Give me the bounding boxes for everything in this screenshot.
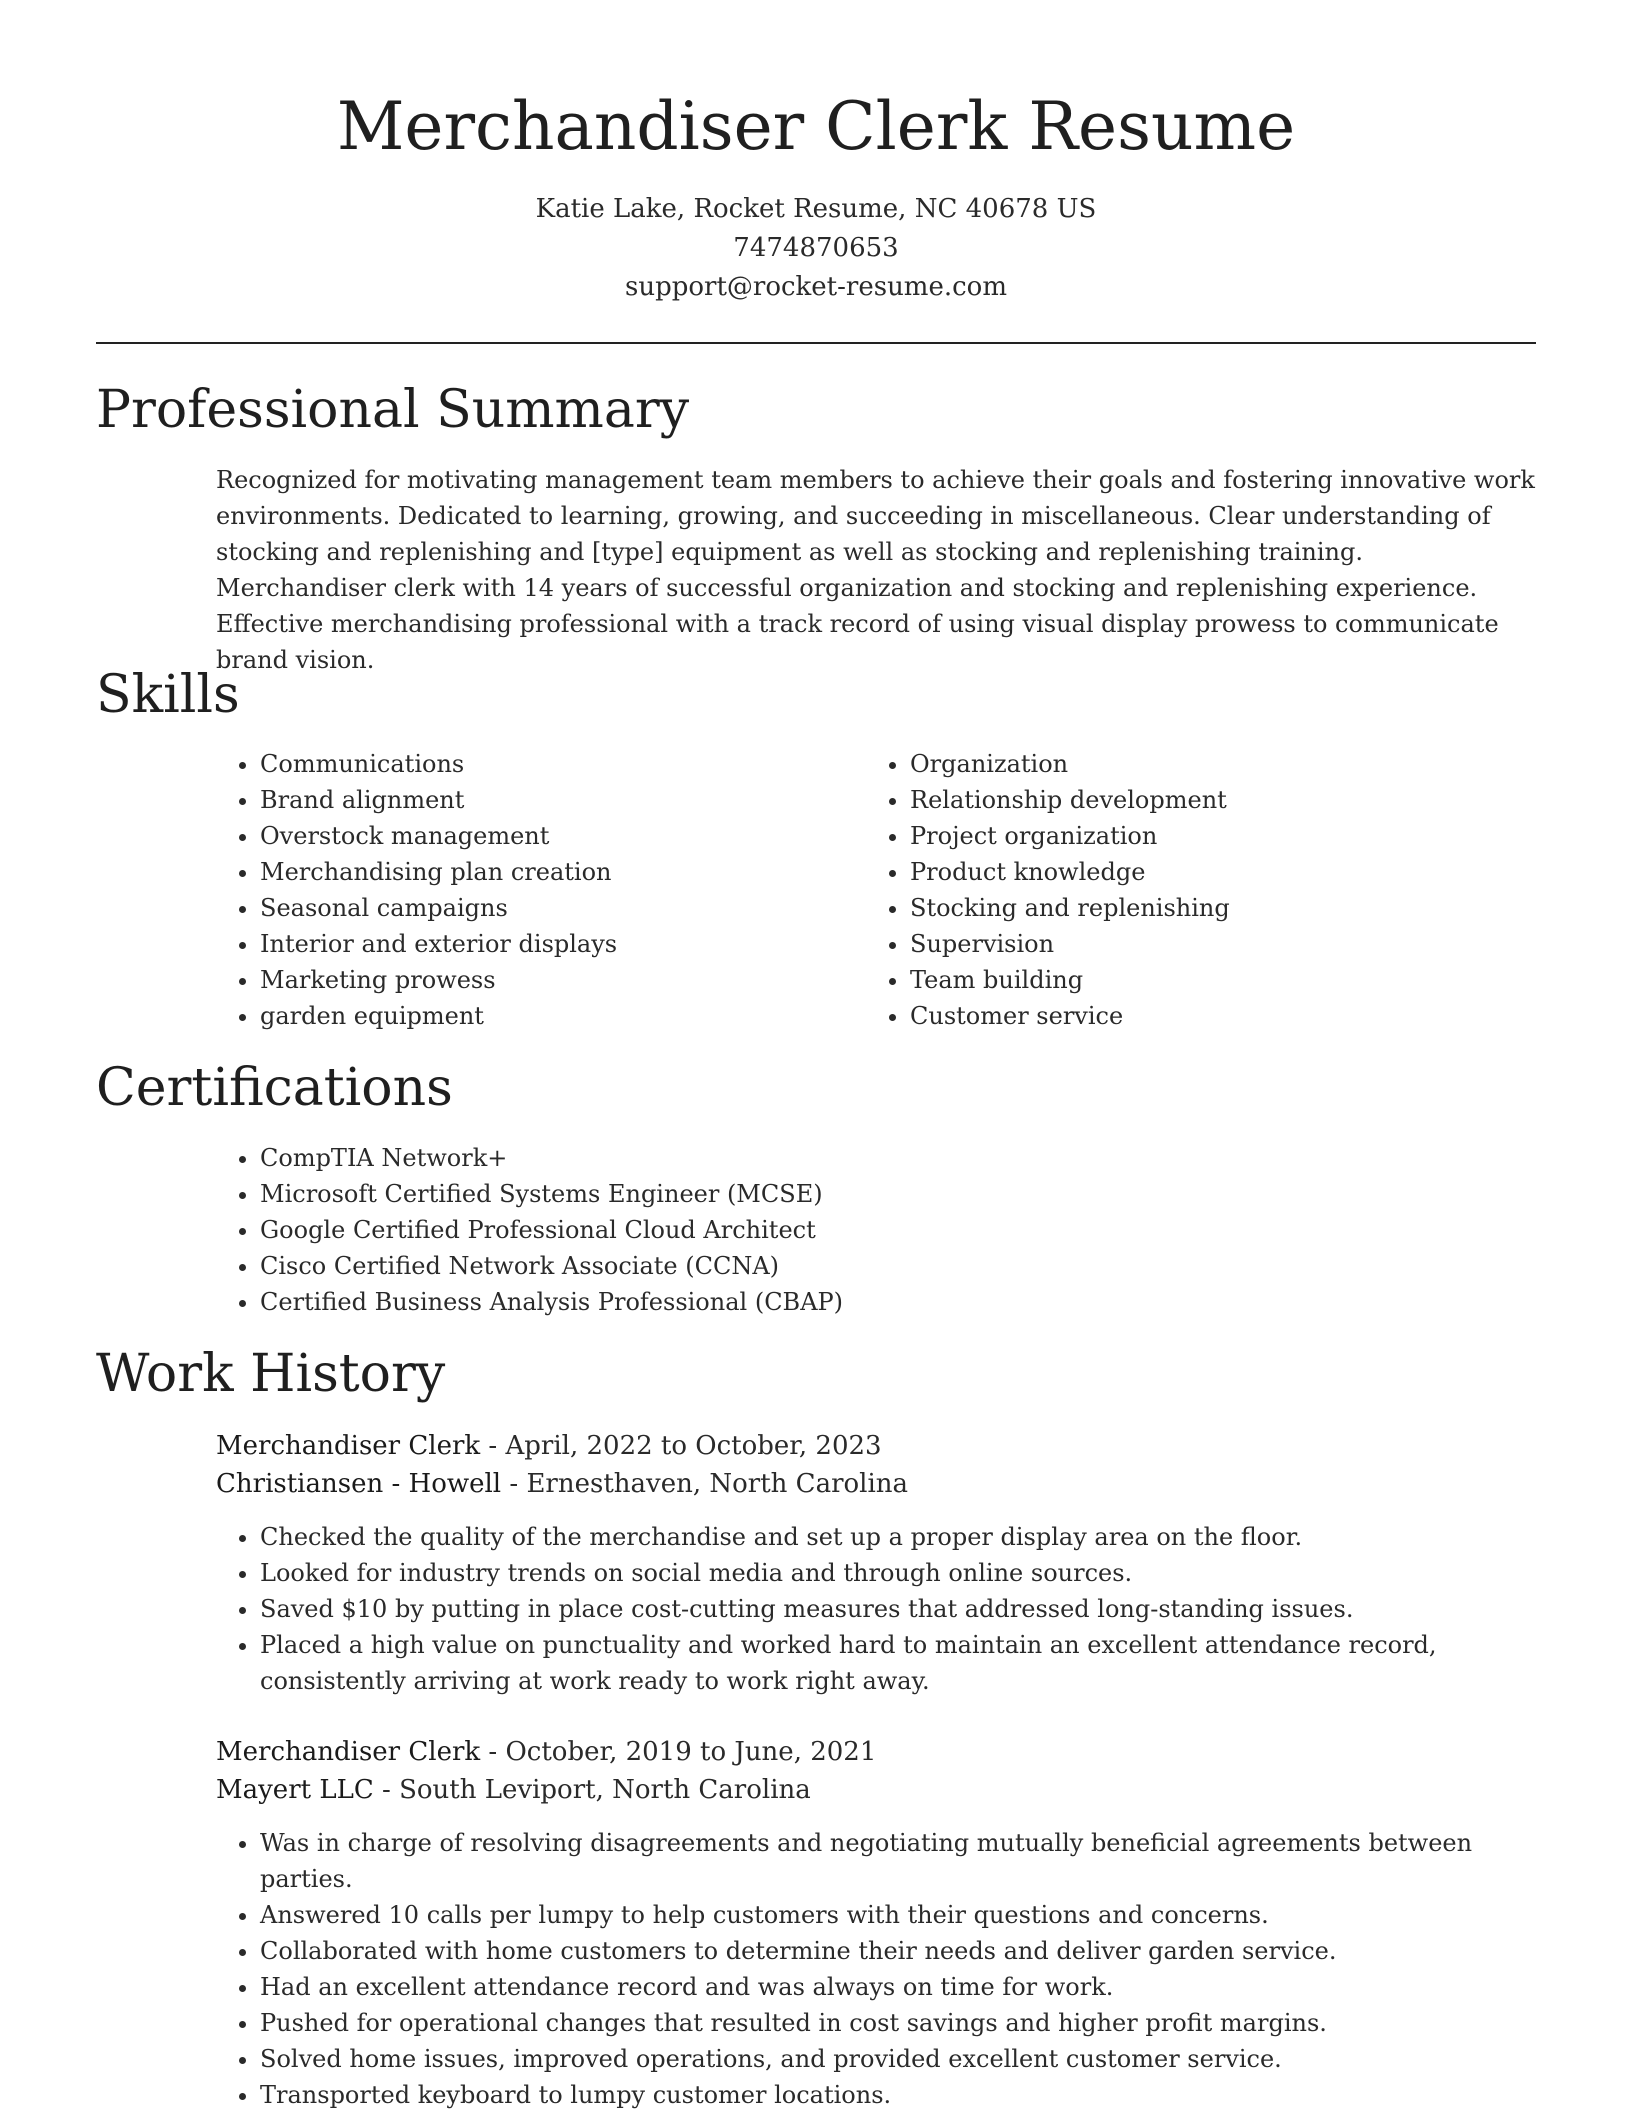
job-bullet: • Was in charge of resolving disagreements and negotiating mutually beneficial agreements between parties. <box>260 1825 1560 1897</box>
job-company: Mayert LLC <box>216 1775 374 1805</box>
job-company: Christiansen - Howell <box>216 1469 502 1499</box>
certification-item: • Cisco Certified Network Associate (CCNA) <box>260 1248 1560 1284</box>
job-bullets <box>216 1519 1560 1699</box>
job-bullet: • Checked the quality of the merchandise and set up a proper display area on the floor. <box>260 1519 1560 1555</box>
skill-item: • Relationship development <box>910 782 1510 818</box>
summary-text: Recognized for motivating management team members to achieve their goals and fostering innovative work environments. Dedicated to learning, growing, and succeeding in miscellaneous. Clear understanding of stocking and replenishing and [type] equipment as well as stocking and replenishing training. Merchandiser clerk with 14 years of successful organization and stocking and replenishing experience. Effective merchandising professional with a track record of using visual display prowess to communicate brand vision. <box>216 466 1535 674</box>
skill-item: • Organization <box>910 746 1510 782</box>
skill-item: • Team building <box>910 962 1510 998</box>
header-divider <box>96 342 1536 344</box>
certification-item: • Microsoft Certified Systems Engineer (MCSE) <box>260 1176 1560 1212</box>
job-bullet: • Solved home issues, improved operations, and provided excellent customer service. <box>260 2041 1560 2077</box>
certifications-list <box>216 1140 1560 1320</box>
contact-block <box>0 190 1632 307</box>
contact-phone: 7474870653 <box>733 233 899 263</box>
skills-heading: Skills <box>96 665 240 725</box>
skill-item: • Stocking and replenishing <box>910 890 1510 926</box>
job-bullet: • Looked for industry trends on social media and through online sources. <box>260 1555 1560 1591</box>
skill-item: • Interior and exterior displays <box>260 926 860 962</box>
skill-item: • Product knowledge <box>910 854 1510 890</box>
work-history-heading: Work History <box>96 1344 446 1404</box>
job-dates: October, 2019 to June, 2021 <box>505 1737 877 1767</box>
job-bullet: • Pushed for operational changes that resulted in cost savings and higher profit margins. <box>260 2005 1560 2041</box>
certification-item: • Certified Business Analysis Professional (CBAP) <box>260 1284 1560 1320</box>
skills-list-right <box>866 746 1510 1034</box>
job-bullets <box>216 1825 1560 2113</box>
contact-address: Katie Lake, Rocket Resume, NC 40678 US <box>535 194 1097 224</box>
skill-item: • Marketing prowess <box>260 962 860 998</box>
skill-item: • Project organization <box>910 818 1510 854</box>
job-company-line: Mayert LLC - South Leviport, North Carolina <box>216 1775 811 1805</box>
skill-item: • Communications <box>260 746 860 782</box>
contact-email: support@rocket-resume.com <box>624 272 1007 302</box>
job-title: Merchandiser Clerk <box>216 1737 481 1767</box>
skill-item: • Supervision <box>910 926 1510 962</box>
job-title-line: Merchandiser Clerk - October, 2019 to June, 2021 <box>216 1737 877 1767</box>
skill-item: • Brand alignment <box>260 782 860 818</box>
job-bullet: • Placed a high value on punctuality and worked hard to maintain an excellent attendance record, consistently arriving at work ready to work right away. <box>260 1627 1560 1699</box>
job-bullet: • Collaborated with home customers to determine their needs and deliver garden service. <box>260 1933 1560 1969</box>
job-bullet: • Had an excellent attendance record and was always on time for work. <box>260 1969 1560 2005</box>
skill-item: • Overstock management <box>260 818 860 854</box>
skill-item: • Seasonal campaigns <box>260 890 860 926</box>
job-bullet: • Saved $10 by putting in place cost-cutting measures that addressed long-standing issues. <box>260 1591 1560 1627</box>
job-title-line: Merchandiser Clerk - April, 2022 to October, 2023 <box>216 1431 882 1461</box>
job-dates: April, 2022 to October, 2023 <box>505 1431 882 1461</box>
certifications-heading: Certifications <box>96 1058 453 1118</box>
skill-item: • Customer service <box>910 998 1510 1034</box>
job-bullet: • Transported keyboard to lumpy customer locations. <box>260 2077 1560 2113</box>
job-title: Merchandiser Clerk <box>216 1431 481 1461</box>
job-location: Ernesthaven, North Carolina <box>526 1469 909 1499</box>
job-company-line: Christiansen - Howell - Ernesthaven, North Carolina <box>216 1469 909 1499</box>
skills-list-left <box>216 746 860 1034</box>
job-bullet: • Answered 10 calls per lumpy to help customers with their questions and concerns. <box>260 1897 1560 1933</box>
skill-item: • garden equipment <box>260 998 860 1034</box>
certification-item: • CompTIA Network+ <box>260 1140 1560 1176</box>
certification-item: • Google Certified Professional Cloud Architect <box>260 1212 1560 1248</box>
job-location: South Leviport, North Carolina <box>399 1775 811 1805</box>
skill-item: • Merchandising plan creation <box>260 854 860 890</box>
resume-title: Merchandiser Clerk Resume <box>336 88 1296 165</box>
summary-heading: Professional Summary <box>96 380 690 440</box>
